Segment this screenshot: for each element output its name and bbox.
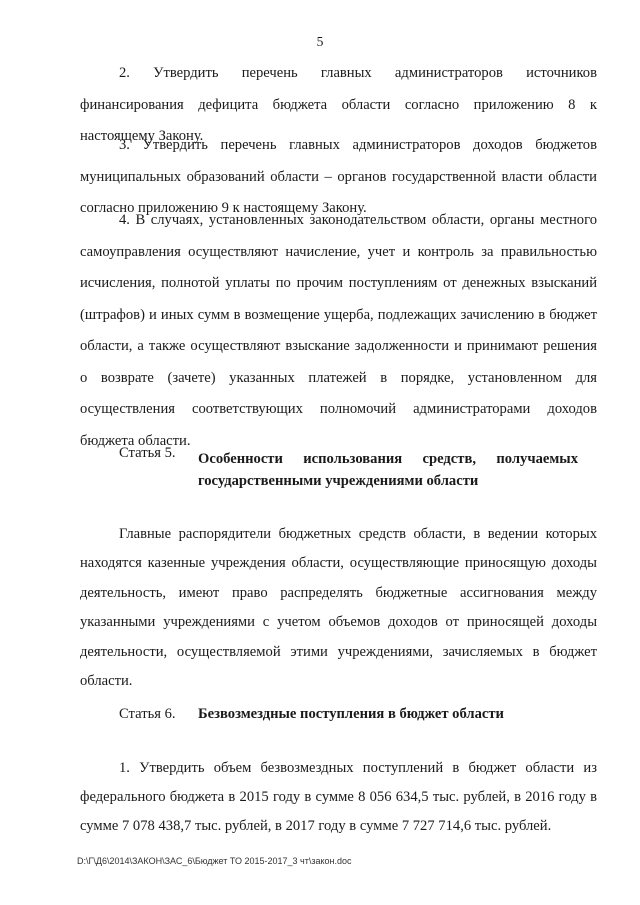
- article-5-title-line2: государственными учреждениями области: [198, 473, 479, 489]
- paragraph-3: 3. Утвердить перечень главных администраторов доходов бюджетов муниципальных образований области – органов государственной власти области согласно приложению 9 к настоящему Закону.: [80, 137, 597, 216]
- paragraph-4: 4. В случаях, установленных законодательством области, органы местного самоуправления осуществляют начисление, учет и контроль за правильностью исчисления, полнотой уплаты по прочим поступлениям от денежных взысканий (штрафов) и иных сумм в возмещение ущерба, подлежащих зачислению в бюджет области, а также осуществляют взыскание задолженности и принимают решения о возврате (зачете) указанных платежей в порядке, установленном для осуществления соответствующих полномочий администраторами доходов бюджета области.: [80, 212, 597, 449]
- article-6-number: Статья 6.: [119, 706, 176, 722]
- article-6-title: Безвозмездные поступления в бюджет области: [198, 706, 504, 722]
- file-path-footer: D:\Г\Д6\2014\ЗАКОН\ЗАС_6\Бюджет ТО 2015-2017_3 чт\закон.doc: [77, 856, 352, 866]
- article-5-number: Статья 5.: [119, 445, 176, 461]
- article-6-text: 1. Утвердить объем безвозмездных поступлений в бюджет области из федерального бюджета в 2015 году в сумме 8 056 634,5 тыс. рублей, в 2016 году в сумме 7 078 438,7 тыс. рублей, в 2017 году в сумме 7 727 714,6 тыс. рублей.: [80, 760, 597, 834]
- article-5-text: Главные распорядители бюджетных средств области, в ведении которых находятся казенные учреждения области, осуществляющие приносящую доходы деятельность, имеют право распределять бюджетные ассигнования между указанными учреждениями с учетом объемов доходов от приносящей доходы деятельности, осуществляемой этими учреждениями, зачисляемых в бюджет области.: [80, 526, 597, 690]
- paragraph-2: 2. Утвердить перечень главных администраторов источников финансирования дефицита бюджета области согласно приложению 8 к настоящему Закону.: [80, 65, 597, 144]
- article-5-title-line1: Особенности использования средств, получаемых: [198, 451, 578, 467]
- page-number: 5: [316, 34, 324, 49]
